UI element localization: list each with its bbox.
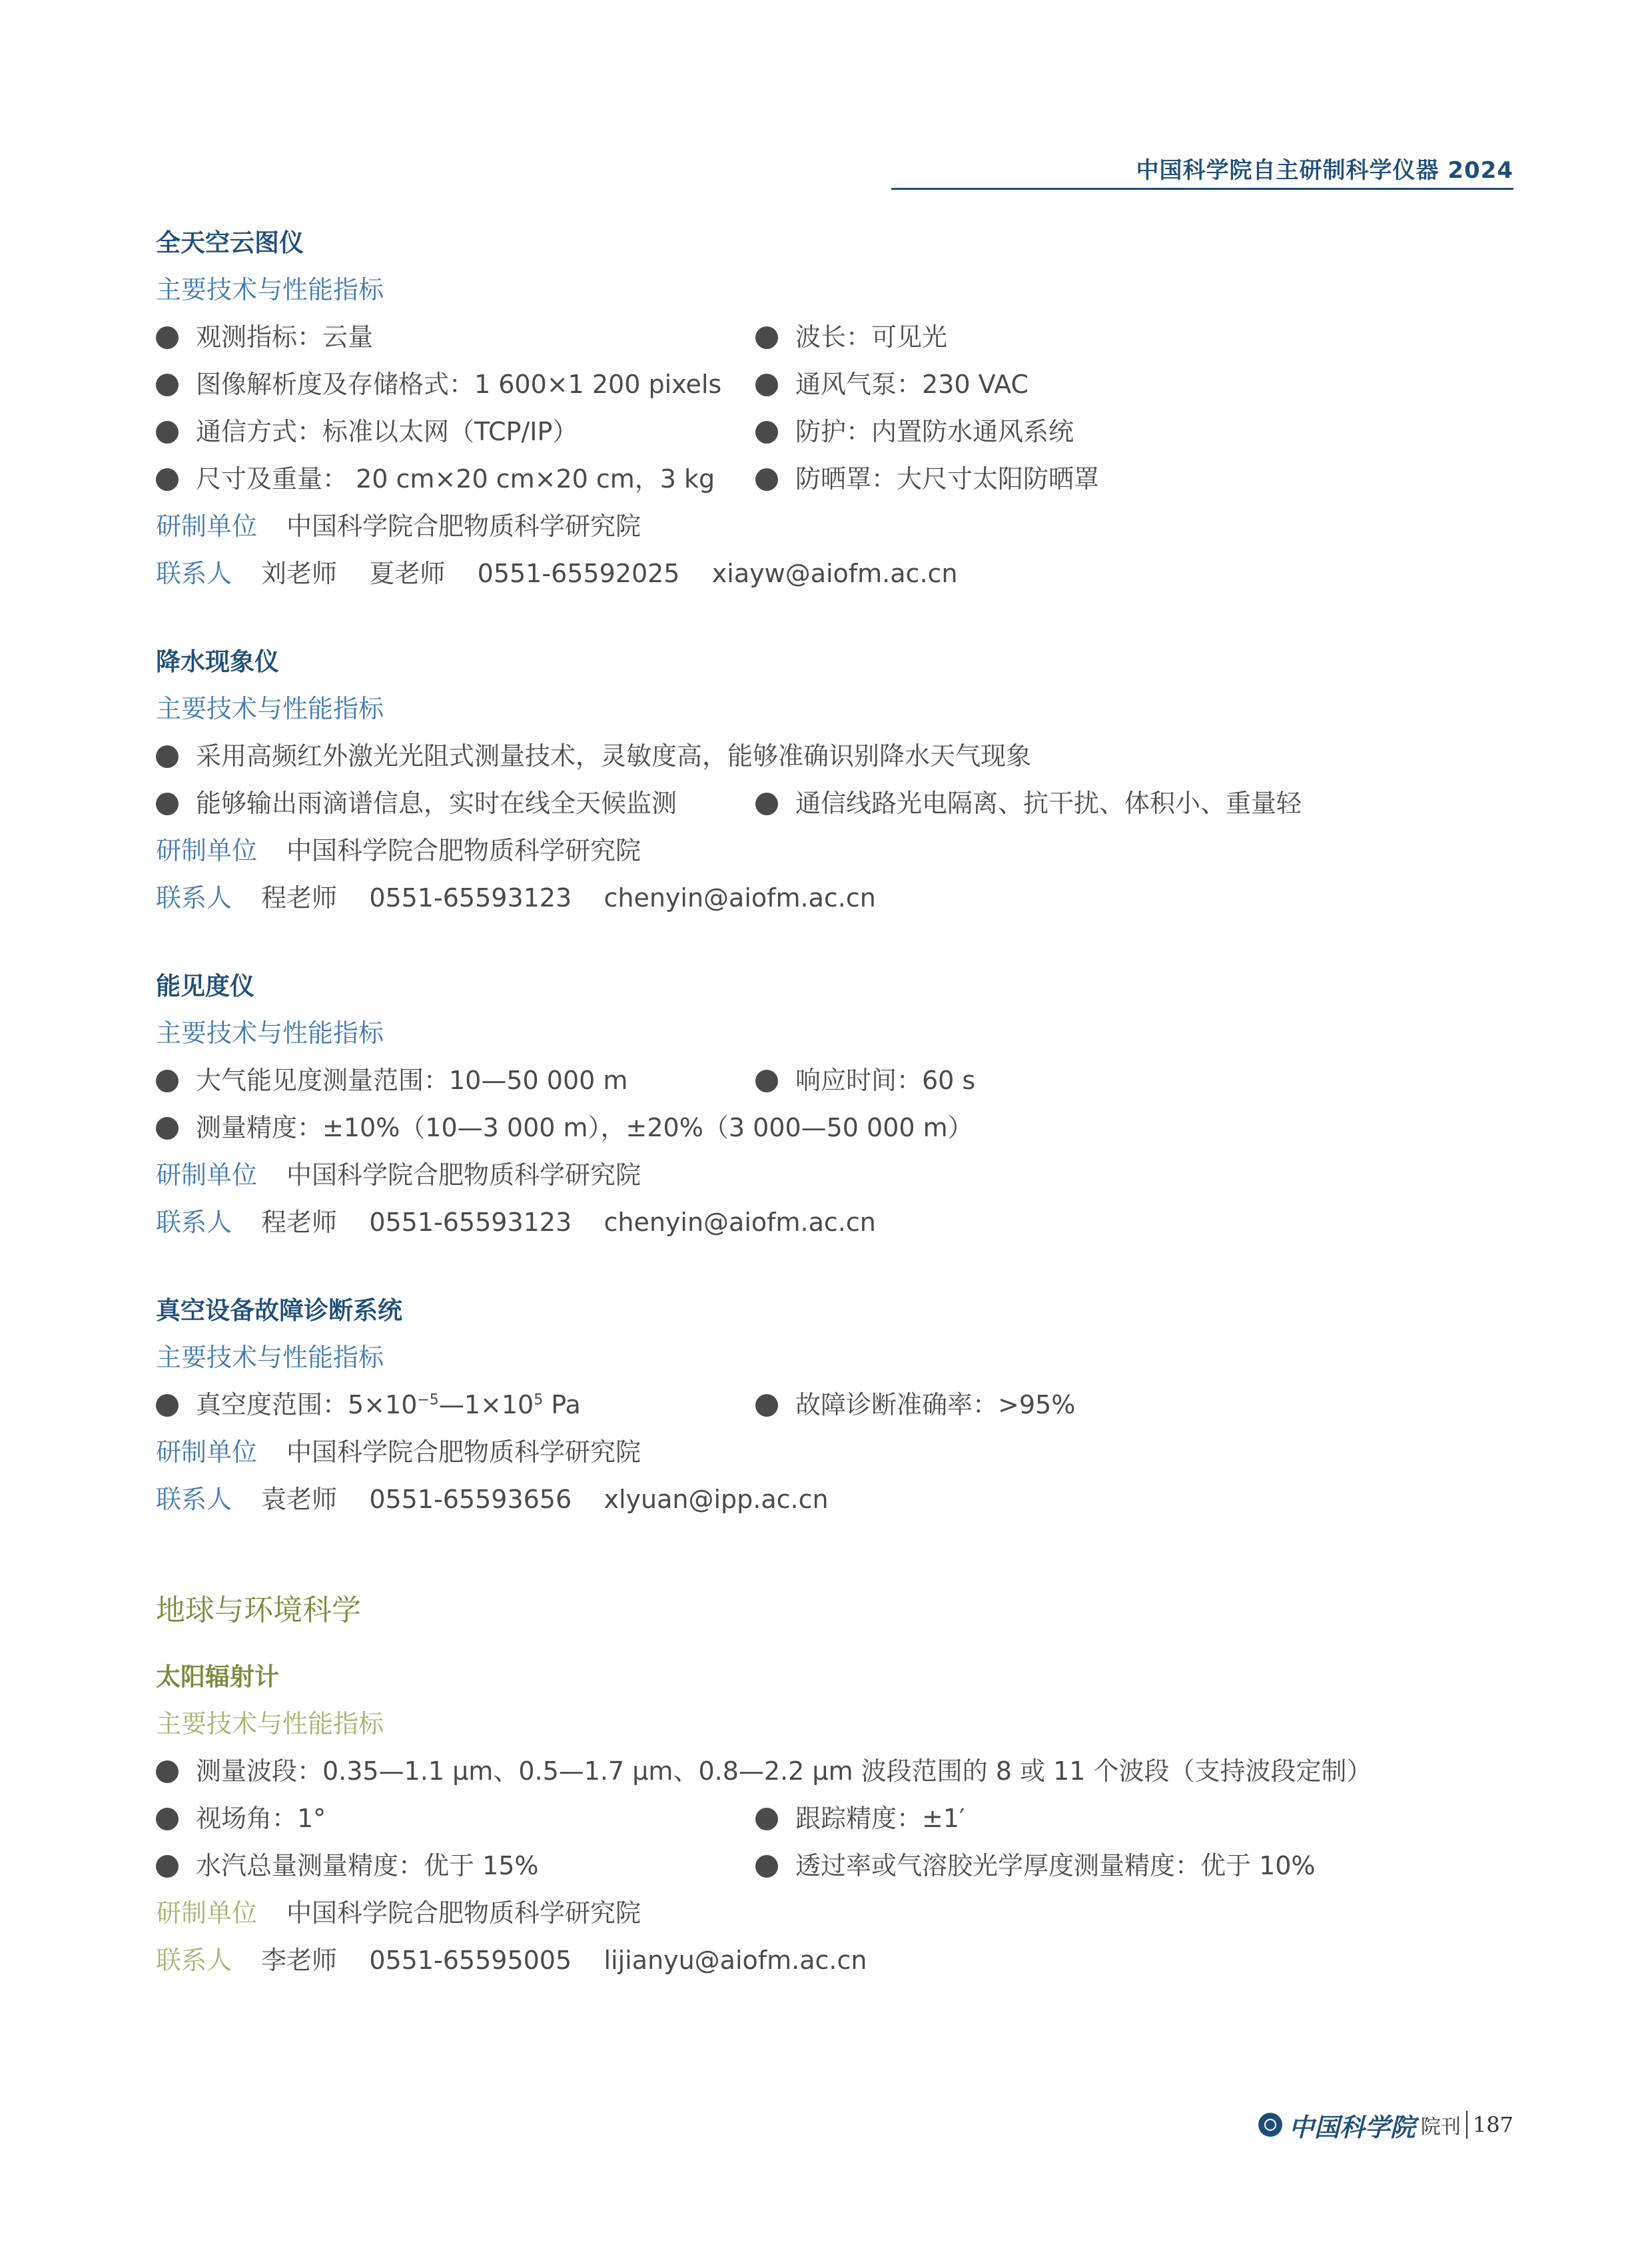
cas-logo-icon xyxy=(1258,2113,1282,2137)
category-heading: 地球与环境科学 xyxy=(156,1593,361,1627)
unit-value: 中国科学院合肥物质科学研究院 xyxy=(286,836,641,865)
contact-value: 袁老师 0551-65593656 xlyuan@ipp.ac.cn xyxy=(261,1485,829,1514)
spec-row xyxy=(156,314,1515,361)
bullet-icon xyxy=(156,374,179,396)
spec-item: 尺寸及重量： 20 cm×20 cm×20 cm，3 kg xyxy=(156,456,755,503)
bullet-icon xyxy=(755,1394,778,1417)
section-subtitle: 主要技术与性能指标 xyxy=(156,275,384,304)
contact-value: 程老师 0551-65593123 chenyin@aiofm.ac.cn xyxy=(261,1208,876,1237)
spec-item: 波长：可见光 xyxy=(755,314,947,361)
section-subtitle: 主要技术与性能指标 xyxy=(156,1343,384,1372)
section-vacuum-diagnosis xyxy=(156,1288,1515,1523)
contact-label: 联系人 xyxy=(156,559,232,588)
bullet-icon xyxy=(755,1070,778,1092)
spec-row xyxy=(156,1104,1515,1152)
spec-item: 视场角：1° xyxy=(156,1795,755,1842)
unit-label: 研制单位 xyxy=(156,512,258,541)
contact-label: 联系人 xyxy=(156,883,232,913)
spec-item: 测量波段：0.35—1.1 μm、0.5—1.7 μm、0.8—2.2 μm 波段范围的 8 或 11 个波段（支持波段定制） xyxy=(156,1748,1372,1795)
vacuum-range: 真空度范围：$5\times 10^{-5}—1\times 10^5$ Pa xyxy=(196,1390,581,1419)
spec-item: 通风气泵：230 VAC xyxy=(755,361,1029,408)
contact xyxy=(156,1199,1515,1246)
spec-item: 故障诊断准确率：>95% xyxy=(755,1381,1075,1429)
section-title: 降水现象仪 xyxy=(156,647,279,676)
spec-item: 观测指标：云量 xyxy=(156,314,755,361)
spec-item: 通信线路光电隔离、抗干扰、体积小、重量轻 xyxy=(755,780,1302,827)
spec-row xyxy=(156,361,1515,408)
bullet-icon xyxy=(156,745,179,768)
bullet-icon xyxy=(755,421,778,444)
spec-item: 防护：内置防水通风系统 xyxy=(755,408,1074,456)
developer-unit xyxy=(156,1152,1515,1199)
section-title: 太阳辐射计 xyxy=(156,1663,279,1691)
unit-label: 研制单位 xyxy=(156,1160,258,1190)
section-precipitation-sensor xyxy=(156,639,1515,922)
spec-row xyxy=(156,1381,1515,1429)
contact-label: 联系人 xyxy=(156,1485,232,1514)
contact-label: 联系人 xyxy=(156,1208,232,1237)
bullet-icon xyxy=(156,326,179,349)
spec-row xyxy=(156,1795,1515,1842)
bullet-icon xyxy=(156,1394,179,1417)
section-subtitle: 主要技术与性能指标 xyxy=(156,1709,384,1738)
spec-item: 防晒罩：大尺寸太阳防晒罩 xyxy=(755,456,1099,503)
bullet-icon xyxy=(156,1760,179,1783)
bullet-icon xyxy=(755,793,778,815)
developer-unit xyxy=(156,1890,1515,1937)
contact-value: 程老师 0551-65593123 chenyin@aiofm.ac.cn xyxy=(261,883,876,913)
bullet-icon xyxy=(156,468,179,491)
section-all-sky-imager xyxy=(156,220,1515,597)
spec-item: 通信方式：标准以太网（TCP/IP） xyxy=(156,408,755,456)
section-title: 能见度仪 xyxy=(156,972,254,1000)
spec-item: 跟踪精度：±1′ xyxy=(755,1795,965,1842)
bullet-icon xyxy=(755,326,778,349)
section-visibility-meter xyxy=(156,963,1515,1246)
page-number: 187 xyxy=(1472,2112,1513,2137)
unit-label: 研制单位 xyxy=(156,1437,258,1467)
spec-item: 图像解析度及存储格式：1 600×1 200 pixels xyxy=(156,361,755,408)
spec-item: 透过率或气溶胶光学厚度测量精度：优于 10% xyxy=(755,1842,1316,1890)
developer-unit xyxy=(156,827,1515,875)
spec-row xyxy=(156,1057,1515,1104)
bullet-icon xyxy=(755,1855,778,1878)
header-rule xyxy=(891,188,1513,190)
spec-row xyxy=(156,733,1515,780)
page-content xyxy=(156,220,1515,2026)
spec-row xyxy=(156,456,1515,503)
bullet-icon xyxy=(755,1808,778,1830)
section-title: 全天空云图仪 xyxy=(156,228,304,257)
page-footer xyxy=(1258,2105,1513,2145)
unit-value: 中国科学院合肥物质科学研究院 xyxy=(286,1160,641,1190)
bullet-icon xyxy=(755,374,778,396)
bullet-icon xyxy=(156,1117,179,1140)
spec-item: 水汽总量测量精度：优于 15% xyxy=(156,1842,755,1890)
contact xyxy=(156,550,1515,597)
spec-item: 大气能见度测量范围：10—50 000 m xyxy=(156,1057,755,1104)
spec-row xyxy=(156,408,1515,456)
contact-value: 李老师 0551-65595005 lijianyu@aiofm.ac.cn xyxy=(261,1946,867,1975)
bullet-icon xyxy=(156,421,179,444)
contact-value: 刘老师 夏老师 0551-65592025 xiayw@aiofm.ac.cn xyxy=(261,559,958,588)
unit-label: 研制单位 xyxy=(156,1898,258,1928)
bullet-icon xyxy=(156,793,179,815)
spec-item xyxy=(156,1381,755,1429)
developer-unit xyxy=(156,1429,1515,1476)
section-subtitle: 主要技术与性能指标 xyxy=(156,1018,384,1048)
bullet-icon xyxy=(156,1070,179,1092)
bullet-icon xyxy=(156,1855,179,1878)
spec-item: 响应时间：60 s xyxy=(755,1057,975,1104)
section-title: 真空设备故障诊断系统 xyxy=(156,1296,402,1325)
spec-item: 测量精度：±10%（10—3 000 m），±20%（3 000—50 000 m） xyxy=(156,1104,973,1152)
journal-name: 院刊 xyxy=(1420,2115,1461,2139)
unit-label: 研制单位 xyxy=(156,836,258,865)
running-header: 中国科学院自主研制科学仪器 2024 xyxy=(1136,157,1513,184)
contact xyxy=(156,1476,1515,1523)
developer-unit xyxy=(156,503,1515,550)
footer-divider xyxy=(1466,2111,1467,2139)
spec-row xyxy=(156,1748,1515,1795)
section-sun-photometer xyxy=(156,1654,1515,1984)
spec-row xyxy=(156,780,1515,827)
unit-value: 中国科学院合肥物质科学研究院 xyxy=(286,512,641,541)
contact xyxy=(156,875,1515,922)
contact xyxy=(156,1937,1515,1984)
spec-item: 采用高频红外激光光阻式测量技术，灵敏度高，能够准确识别降水天气现象 xyxy=(156,733,1031,780)
section-subtitle: 主要技术与性能指标 xyxy=(156,694,384,723)
bullet-icon xyxy=(156,1808,179,1830)
spec-row xyxy=(156,1842,1515,1890)
bullet-icon xyxy=(755,468,778,491)
spec-item: 能够输出雨滴谱信息，实时在线全天候监测 xyxy=(156,780,755,827)
unit-value: 中国科学院合肥物质科学研究院 xyxy=(286,1898,641,1928)
unit-value: 中国科学院合肥物质科学研究院 xyxy=(286,1437,641,1467)
logo-text: 中国科学院 xyxy=(1288,2111,1416,2142)
contact-label: 联系人 xyxy=(156,1946,232,1975)
